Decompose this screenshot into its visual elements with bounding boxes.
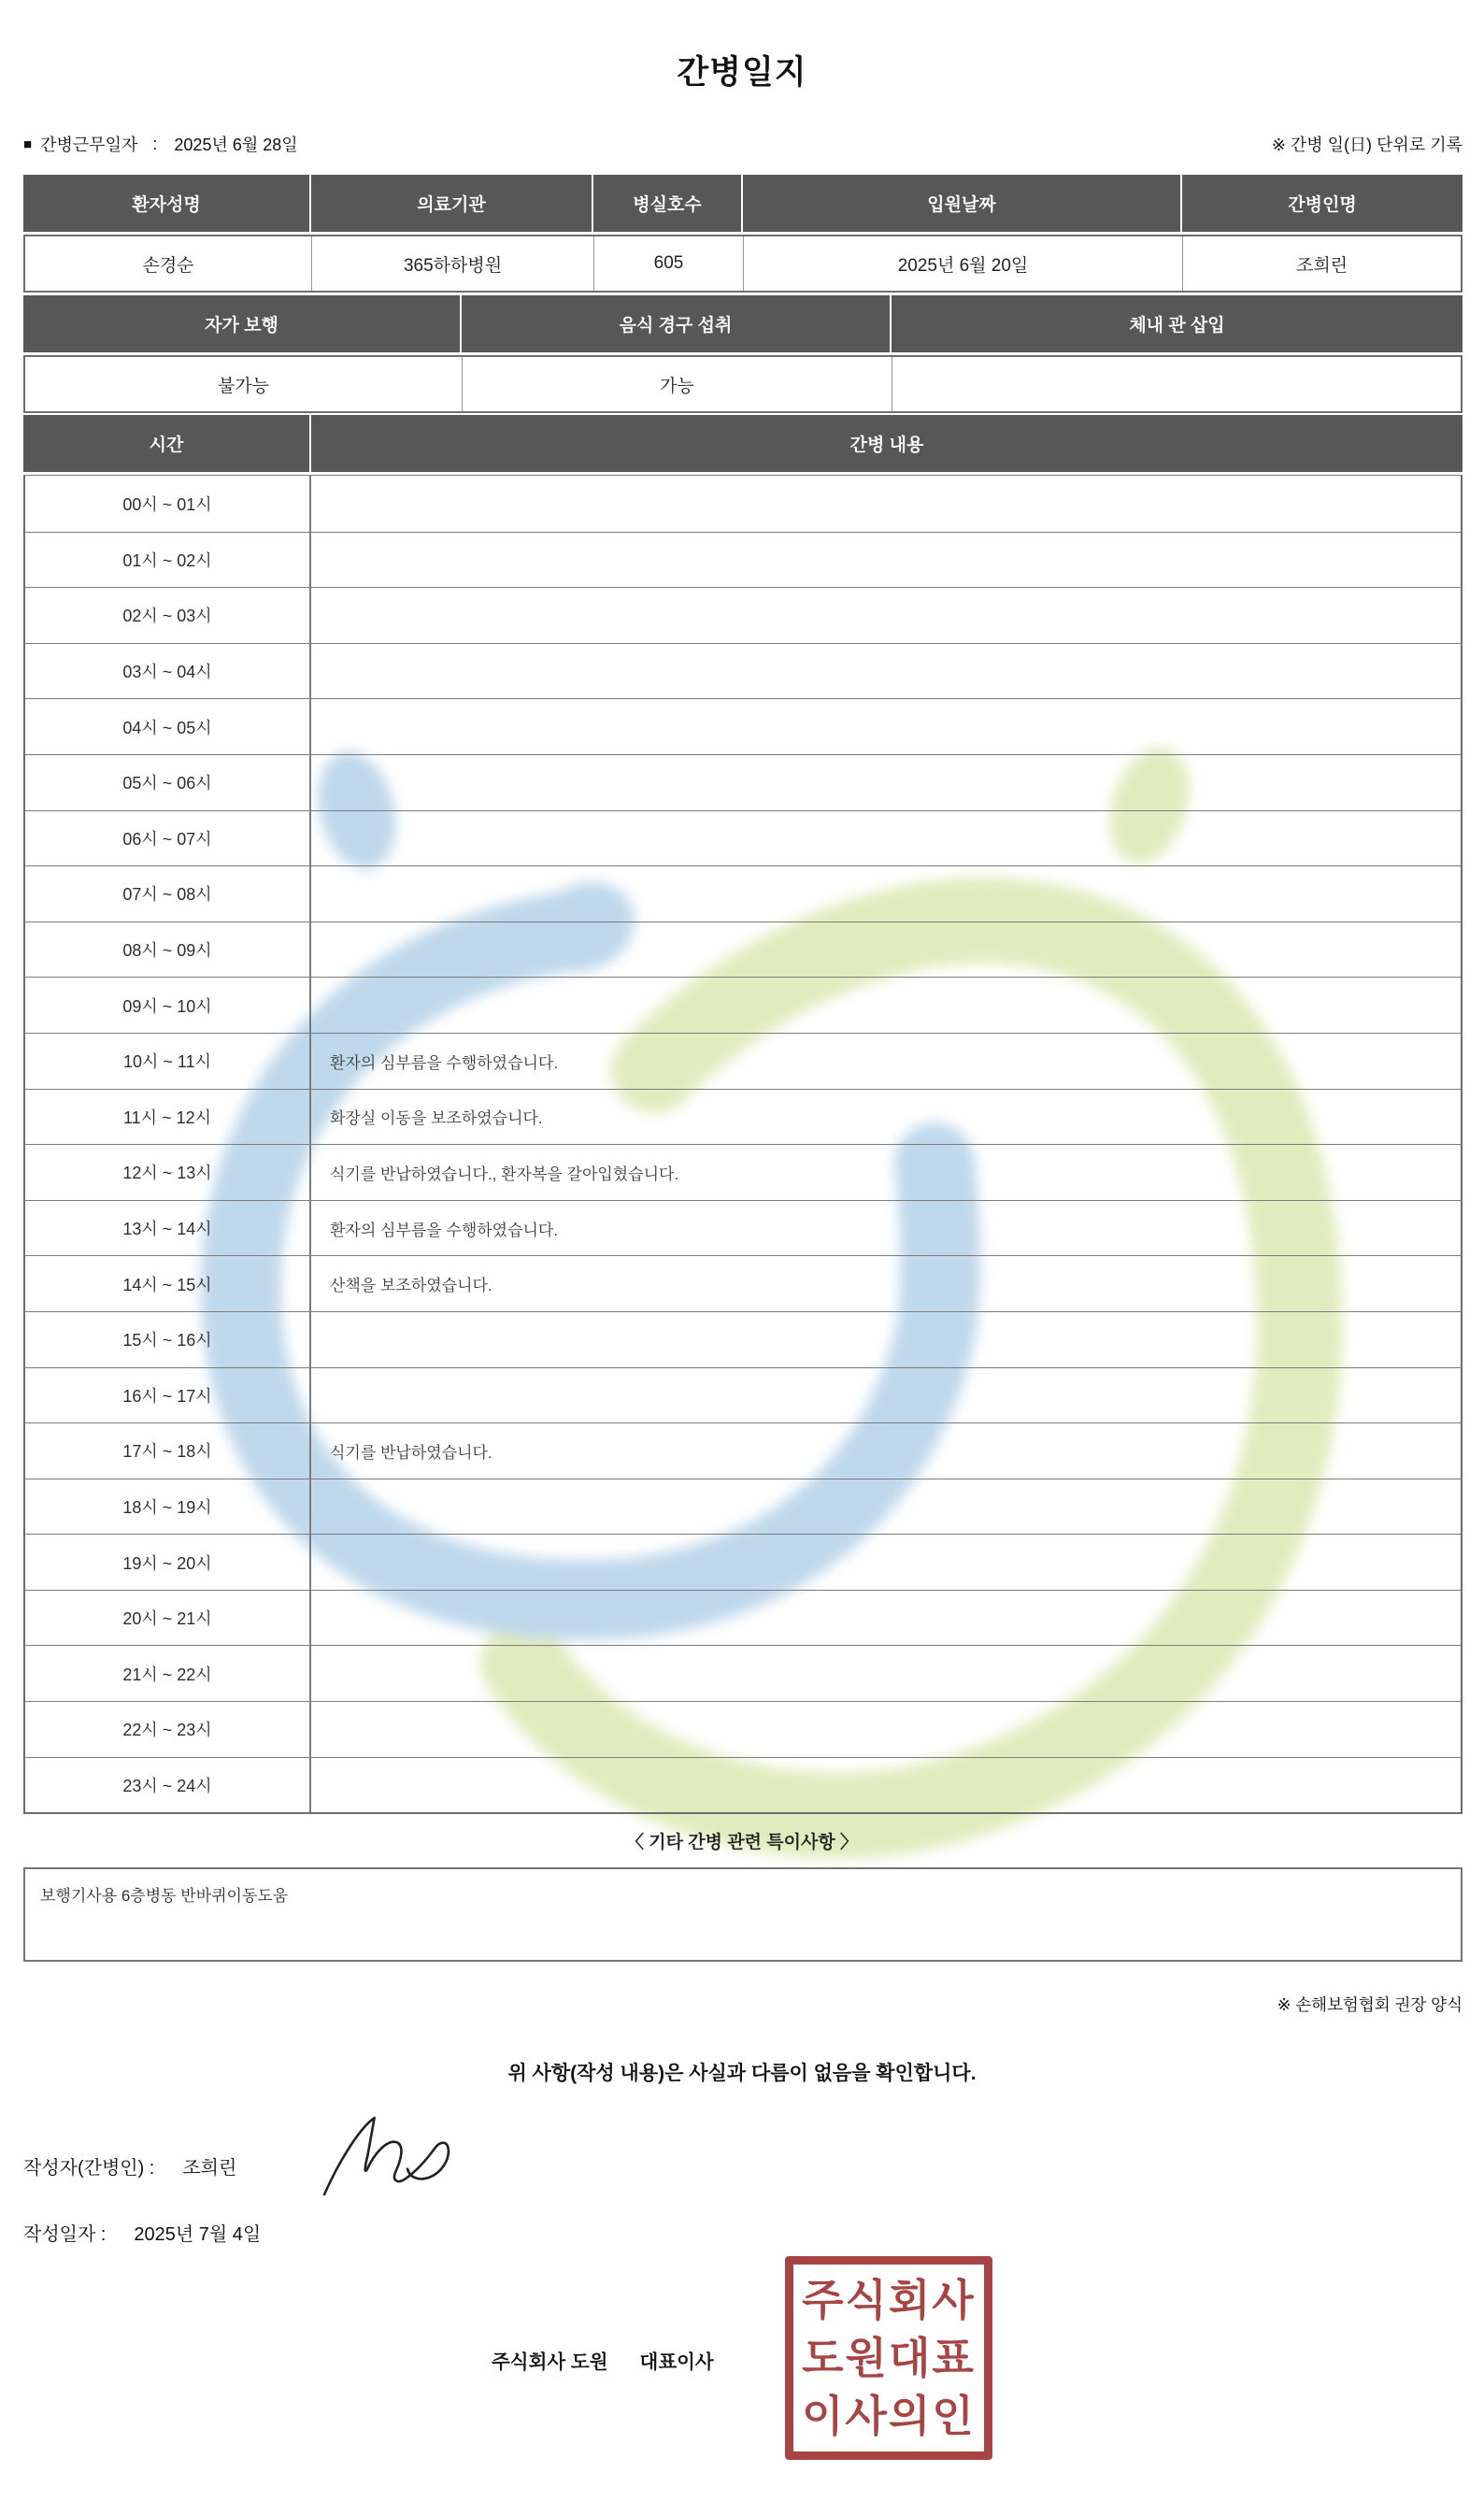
document-title: 간병일지 [677,54,807,91]
time-log-rows [23,475,1463,1814]
care-content-text: 식기를 반납하였습니다. [330,1443,492,1462]
care-content-text [311,811,1461,866]
writer-line [23,2152,236,2179]
time-log-row [25,1367,1461,1423]
care-content-text [311,533,1461,588]
misc-notes-title: 〈 기타 간병 관련 특이사항 〉 [626,1833,858,1852]
col-header-caregiver-name: 간병인명 [1180,175,1463,232]
admission-date-value: 2025년 6월 20일 [743,236,1182,291]
time-log-row [25,754,1461,810]
condition-table-values [23,355,1463,413]
time-range-label: 20시 ~ 21시 [25,1591,311,1646]
work-date-colon: : [152,134,158,153]
time-log-row [25,1311,1461,1367]
col-header-admission-date: 입원날짜 [741,175,1180,232]
col-header-care-content: 간병 내용 [309,415,1463,472]
misc-notes-box: 보행기사용 6층병동 반바퀴이동도움 [23,1867,1463,1962]
time-log-row [25,977,1461,1033]
ceo-label: 대표이사 [639,2351,714,2373]
corporate-seal-stamp [785,2256,992,2460]
stamp-line-2: 도원대표 [802,2334,976,2382]
confirmation-statement: 위 사항(작성 내용)은 사실과 다름이 없음을 확인합니다. [507,2063,977,2084]
care-content-text: 환자의 심부름을 수행하였습니다. [330,1221,559,1239]
written-date-label: 작성일자 : [23,2224,107,2245]
time-range-label: 03시 ~ 04시 [25,644,311,699]
time-range-label: 11시 ~ 12시 [25,1090,311,1145]
time-range-label: 01시 ~ 02시 [25,533,311,588]
time-log-row [25,810,1461,866]
time-log-row [25,643,1461,699]
care-content-text [311,866,1461,922]
time-range-label: 05시 ~ 06시 [25,755,311,810]
time-log-row [25,865,1461,922]
col-header-time: 시간 [149,436,184,455]
internal-tube-value [892,357,1461,411]
time-log-row [25,922,1461,978]
care-content-text [311,588,1461,643]
time-range-label: 14시 ~ 15시 [25,1256,311,1311]
care-content-text [311,1535,1461,1590]
care-content-text [311,699,1461,754]
time-log-row [25,698,1461,754]
time-range-label: 09시 ~ 10시 [25,978,311,1033]
time-log-row [25,1200,1461,1256]
care-content-text: 화장실 이동을 보조하였습니다. [330,1109,543,1128]
col-header-medical-institution: 의료기관 [309,175,592,232]
condition-table-header [23,295,1463,352]
care-content-text [311,1702,1461,1757]
patient-table-values [23,235,1463,293]
time-range-label: 19시 ~ 20시 [25,1535,311,1590]
time-range-label: 17시 ~ 18시 [25,1423,311,1479]
written-date-line [23,2219,261,2246]
oral-intake-value: 가능 [462,357,892,411]
info-line [23,132,1463,156]
patient-name-value: 손경순 [142,255,194,276]
written-date-value: 2025년 7월 4일 [134,2224,262,2245]
time-range-label: 18시 ~ 19시 [25,1479,311,1535]
col-header-internal-tube: 체내 관 삽입 [890,295,1463,352]
square-bullet-icon: ■ [23,136,33,152]
company-line [492,2346,714,2374]
condition-table [23,295,1463,413]
work-date-value: 2025년 6월 28일 [174,136,298,154]
time-log-row [25,1144,1461,1200]
care-content-text [311,644,1461,699]
care-content-text [311,476,1461,532]
stamp-line-3: 이사의인 [802,2392,976,2440]
patient-table [23,175,1463,293]
time-range-label: 15시 ~ 16시 [25,1312,311,1367]
time-range-label: 06시 ~ 07시 [25,811,311,866]
time-range-label: 10시 ~ 11시 [25,1034,311,1089]
time-range-label: 13시 ~ 14시 [25,1201,311,1256]
time-log-row [25,532,1461,588]
time-range-label: 07시 ~ 08시 [25,866,311,922]
care-content-text [311,1368,1461,1423]
col-header-oral-intake: 음식 경구 섭취 [460,295,890,352]
care-content-text [311,1758,1461,1813]
time-range-label: 23시 ~ 24시 [25,1758,311,1813]
time-log-row [25,1089,1461,1145]
time-range-label: 21시 ~ 22시 [25,1646,311,1701]
time-range-label: 00시 ~ 01시 [25,476,311,532]
time-log-row [25,1701,1461,1757]
col-header-self-walking: 자가 보행 [205,316,278,336]
signature [321,2114,482,2196]
care-content-text [311,978,1461,1033]
care-content-text [311,1591,1461,1646]
time-range-label: 12시 ~ 13시 [25,1145,311,1200]
care-content-text: 환자의 심부름을 수행하였습니다. [330,1053,559,1072]
time-log-row [25,1534,1461,1590]
unit-note: ※ 간병 일(日) 단위로 기록 [1271,136,1463,154]
time-range-label: 08시 ~ 09시 [25,922,311,978]
care-content-text [311,1312,1461,1367]
time-log-row [25,1590,1461,1646]
time-range-label: 22시 ~ 23시 [25,1702,311,1757]
stamp-line-1: 주식회사 [802,2276,976,2324]
time-log-row [25,587,1461,643]
work-date-label: 간병근무일자 [40,136,138,154]
time-log-row [25,1422,1461,1479]
time-log-row [25,1479,1461,1535]
writer-label: 작성자(간병인) : [23,2158,155,2179]
time-log-row [25,1645,1461,1701]
care-content-text [311,1479,1461,1535]
time-range-label: 04시 ~ 05시 [25,699,311,754]
col-header-patient-name: 환자성명 [132,195,201,215]
time-log-header [23,415,1463,472]
patient-table-header [23,175,1463,232]
col-header-room-number: 병실호수 [592,175,741,232]
care-content-text [311,755,1461,810]
form-recommendation-note: ※ 손해보험협회 권장 양식 [1277,1995,1463,2014]
time-log-row [25,1033,1461,1089]
caregiver-name-value: 조희린 [1182,236,1461,291]
writer-name: 조희린 [182,2158,237,2179]
care-content-text [311,922,1461,978]
time-range-label: 02시 ~ 03시 [25,588,311,643]
time-range-label: 16시 ~ 17시 [25,1368,311,1423]
room-number-value: 605 [593,236,743,291]
care-content-text [311,1646,1461,1701]
self-walking-value: 불가능 [217,376,270,396]
work-date-line [23,132,298,156]
time-log-row [25,1757,1461,1813]
company-name: 주식회사 도원 [492,2351,608,2373]
time-log-row [25,1255,1461,1311]
medical-institution-value: 365하하병원 [311,236,593,291]
time-log-row [25,476,1461,532]
care-content-text: 식기를 반납하였습니다., 환자복을 갈아입혔습니다. [330,1165,679,1183]
care-content-text: 산책을 보조하였습니다. [330,1277,492,1295]
